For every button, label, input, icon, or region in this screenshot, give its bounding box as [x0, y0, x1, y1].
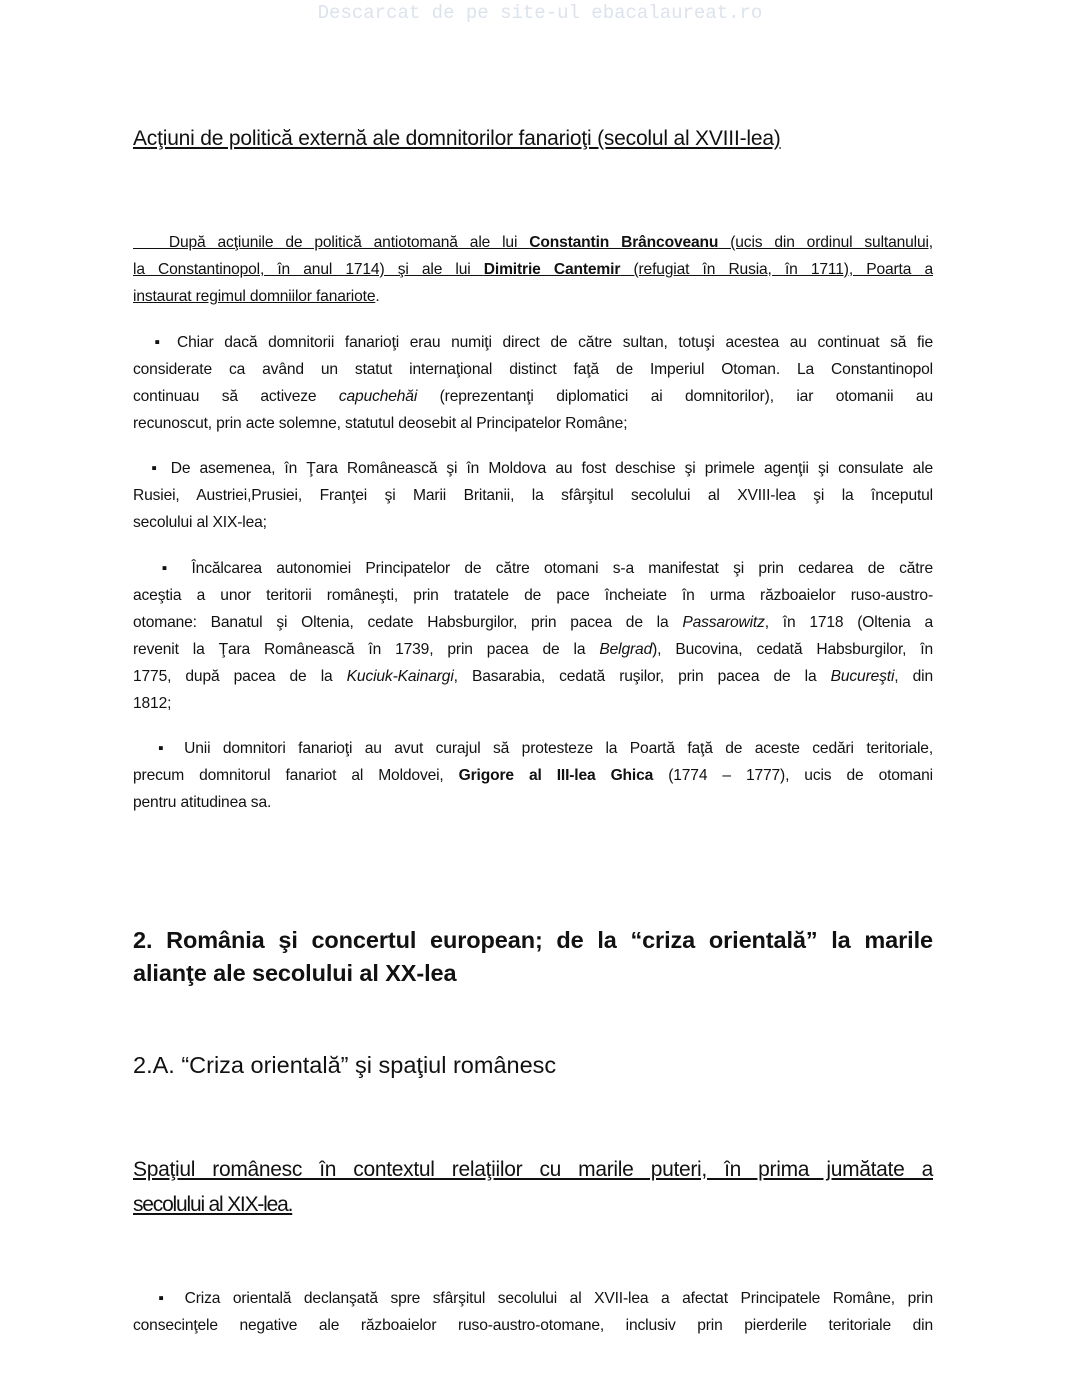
text-run: pentru atitudinea sa.: [133, 794, 272, 811]
text-run: Dimitrie Cantemir: [483, 261, 621, 278]
text-run: consecinţele negative ale războaielor ruso-austro-otomane, inclusiv prin pierderile teritoriale din: [133, 1317, 933, 1334]
text-run: Passarowitz: [682, 614, 765, 631]
paragraph-4: [133, 555, 933, 717]
text-line: [133, 229, 933, 256]
text-run: ▪ Chiar dacă domnitorii fanarioţi erau numiţi direct de către sultan, totuşi acestea au continuat să fie: [133, 334, 933, 351]
text-run: Belgrad: [599, 641, 653, 658]
paragraph-3: [133, 455, 933, 536]
text-run: ), Bucovina, cedată Habsburgilor, în: [652, 641, 934, 658]
text-run: continuau să activeze: [133, 388, 339, 405]
text-run: Bucureşti: [830, 668, 895, 685]
text-run: Kuciuk-Kainargi: [346, 668, 454, 685]
text-run: Grigore al III-lea Ghica: [458, 767, 654, 784]
text-run: 1775, după pacea de la: [133, 668, 347, 685]
text-run: 1812;: [133, 695, 172, 712]
document-title: Acţiuni de politică externă ale domnitorilor fanarioţi (secolul al XVIII-lea): [133, 127, 781, 150]
text-line: [133, 356, 933, 383]
paragraph-5: [133, 735, 933, 816]
text-run: revenit la Ţara Românească în 1739, prin pacea de la: [133, 641, 600, 658]
text-run: (reprezentanţi diplomatici ai domnitorilor), iar otomanii au: [417, 388, 933, 405]
text-run: ▪ Criza orientală declanşată spre sfârşitul secolului al XVII-lea a afectat Principatele Române, prin: [133, 1290, 933, 1307]
text-line: [133, 735, 933, 762]
text-run: , din: [894, 668, 933, 685]
section-heading-line: alianţe ale secolului al XX-lea: [133, 960, 457, 986]
text-line: [133, 383, 933, 410]
paragraph-2: [133, 329, 933, 437]
text-run: ▪ Încălcarea autonomiei Principatelor de către otomani s-a manifestat şi prin cedarea de către: [133, 560, 933, 577]
text-line: [133, 329, 933, 356]
text-run: aceştia a unor teritorii româneşti, prin tratatele de pace încheiate în urma războaielor ruso-austro-: [133, 587, 933, 604]
text-line: [133, 663, 933, 690]
text-line: [133, 509, 933, 536]
text-run: considerate ca având un statut internaţional distinct faţă de Imperiul Otoman. La Constantinopol: [133, 361, 933, 378]
text-run: , Basarabia, cedată ruşilor, prin pacea de la: [453, 668, 831, 685]
text-run: secolului al XIX-lea;: [133, 514, 267, 531]
text-run: (refugiat în Rusia, în 1711), Poarta a: [620, 261, 933, 278]
text-line: [133, 455, 933, 482]
text-run: recunoscut, prin acte solemne, statutul deosebit al Principatelor Române;: [133, 415, 628, 432]
subsection-heading: 2.A. “Criza orientală” şi spaţiul românesc: [133, 1052, 557, 1078]
text-run: ▪ Unii domnitori fanarioţi au avut curajul să protesteze la Poartă faţă de aceste cedări teritoriale,: [133, 740, 933, 757]
text-run: la Constantinopol, în anul 1714) şi ale lui: [133, 261, 484, 278]
final-paragraph: [133, 1285, 933, 1339]
topic-heading-line: secolului al XIX-lea.: [133, 1193, 293, 1216]
text-run: .: [375, 288, 380, 305]
text-line: [133, 636, 933, 663]
text-line: [133, 690, 933, 717]
text-run: ▪ De asemenea, în Ţara Românească şi în Moldova au fost deschise şi primele agenţii şi consulate ale: [133, 460, 933, 477]
text-line: [133, 609, 933, 636]
text-line: [133, 762, 933, 789]
text-line: [133, 482, 933, 509]
text-run: precum domnitorul fanariot al Moldovei,: [133, 767, 459, 784]
watermark: Descarcat de pe site-ul ebacalaureat.ro: [317, 2, 763, 24]
text-run: Constantin Brâncoveanu: [529, 234, 719, 251]
section-heading-line: 2. România şi concertul european; de la “criza orientală” la marile: [133, 927, 933, 953]
text-run: , în 1718 (Oltenia a: [764, 614, 933, 631]
text-line: [133, 582, 933, 609]
section-heading: [133, 924, 933, 990]
text-run: (ucis din ordinul sultanului,: [718, 234, 933, 251]
text-run: (1774 – 1777), ucis de otomani: [653, 767, 933, 784]
text-line: [133, 789, 933, 816]
text-line: [133, 410, 933, 437]
paragraph-1: [133, 229, 933, 310]
text-line: [133, 283, 933, 310]
topic-heading-line: Spaţiul românesc în contextul relaţiilor cu marile puteri, în prima jumătate a: [133, 1158, 933, 1181]
text-line: [133, 555, 933, 582]
text-run: otomane: Banatul şi Oltenia, cedate Habsburgilor, prin pacea de la: [133, 614, 683, 631]
text-run: capuchehăi: [338, 388, 418, 405]
text-run: Rusiei, Austriei,Prusiei, Franţei şi Marii Britanii, la sfârşitul secolului al XVIII-lea şi la începutul: [133, 487, 933, 504]
topic-heading: [133, 1152, 933, 1222]
text-run: instaurat regimul domniilor fanariote: [133, 288, 376, 305]
text-run: După acţiunile de politică antiotomană ale lui: [133, 234, 530, 251]
text-line: [133, 1312, 933, 1339]
text-line: [133, 1285, 933, 1312]
text-line: [133, 256, 933, 283]
